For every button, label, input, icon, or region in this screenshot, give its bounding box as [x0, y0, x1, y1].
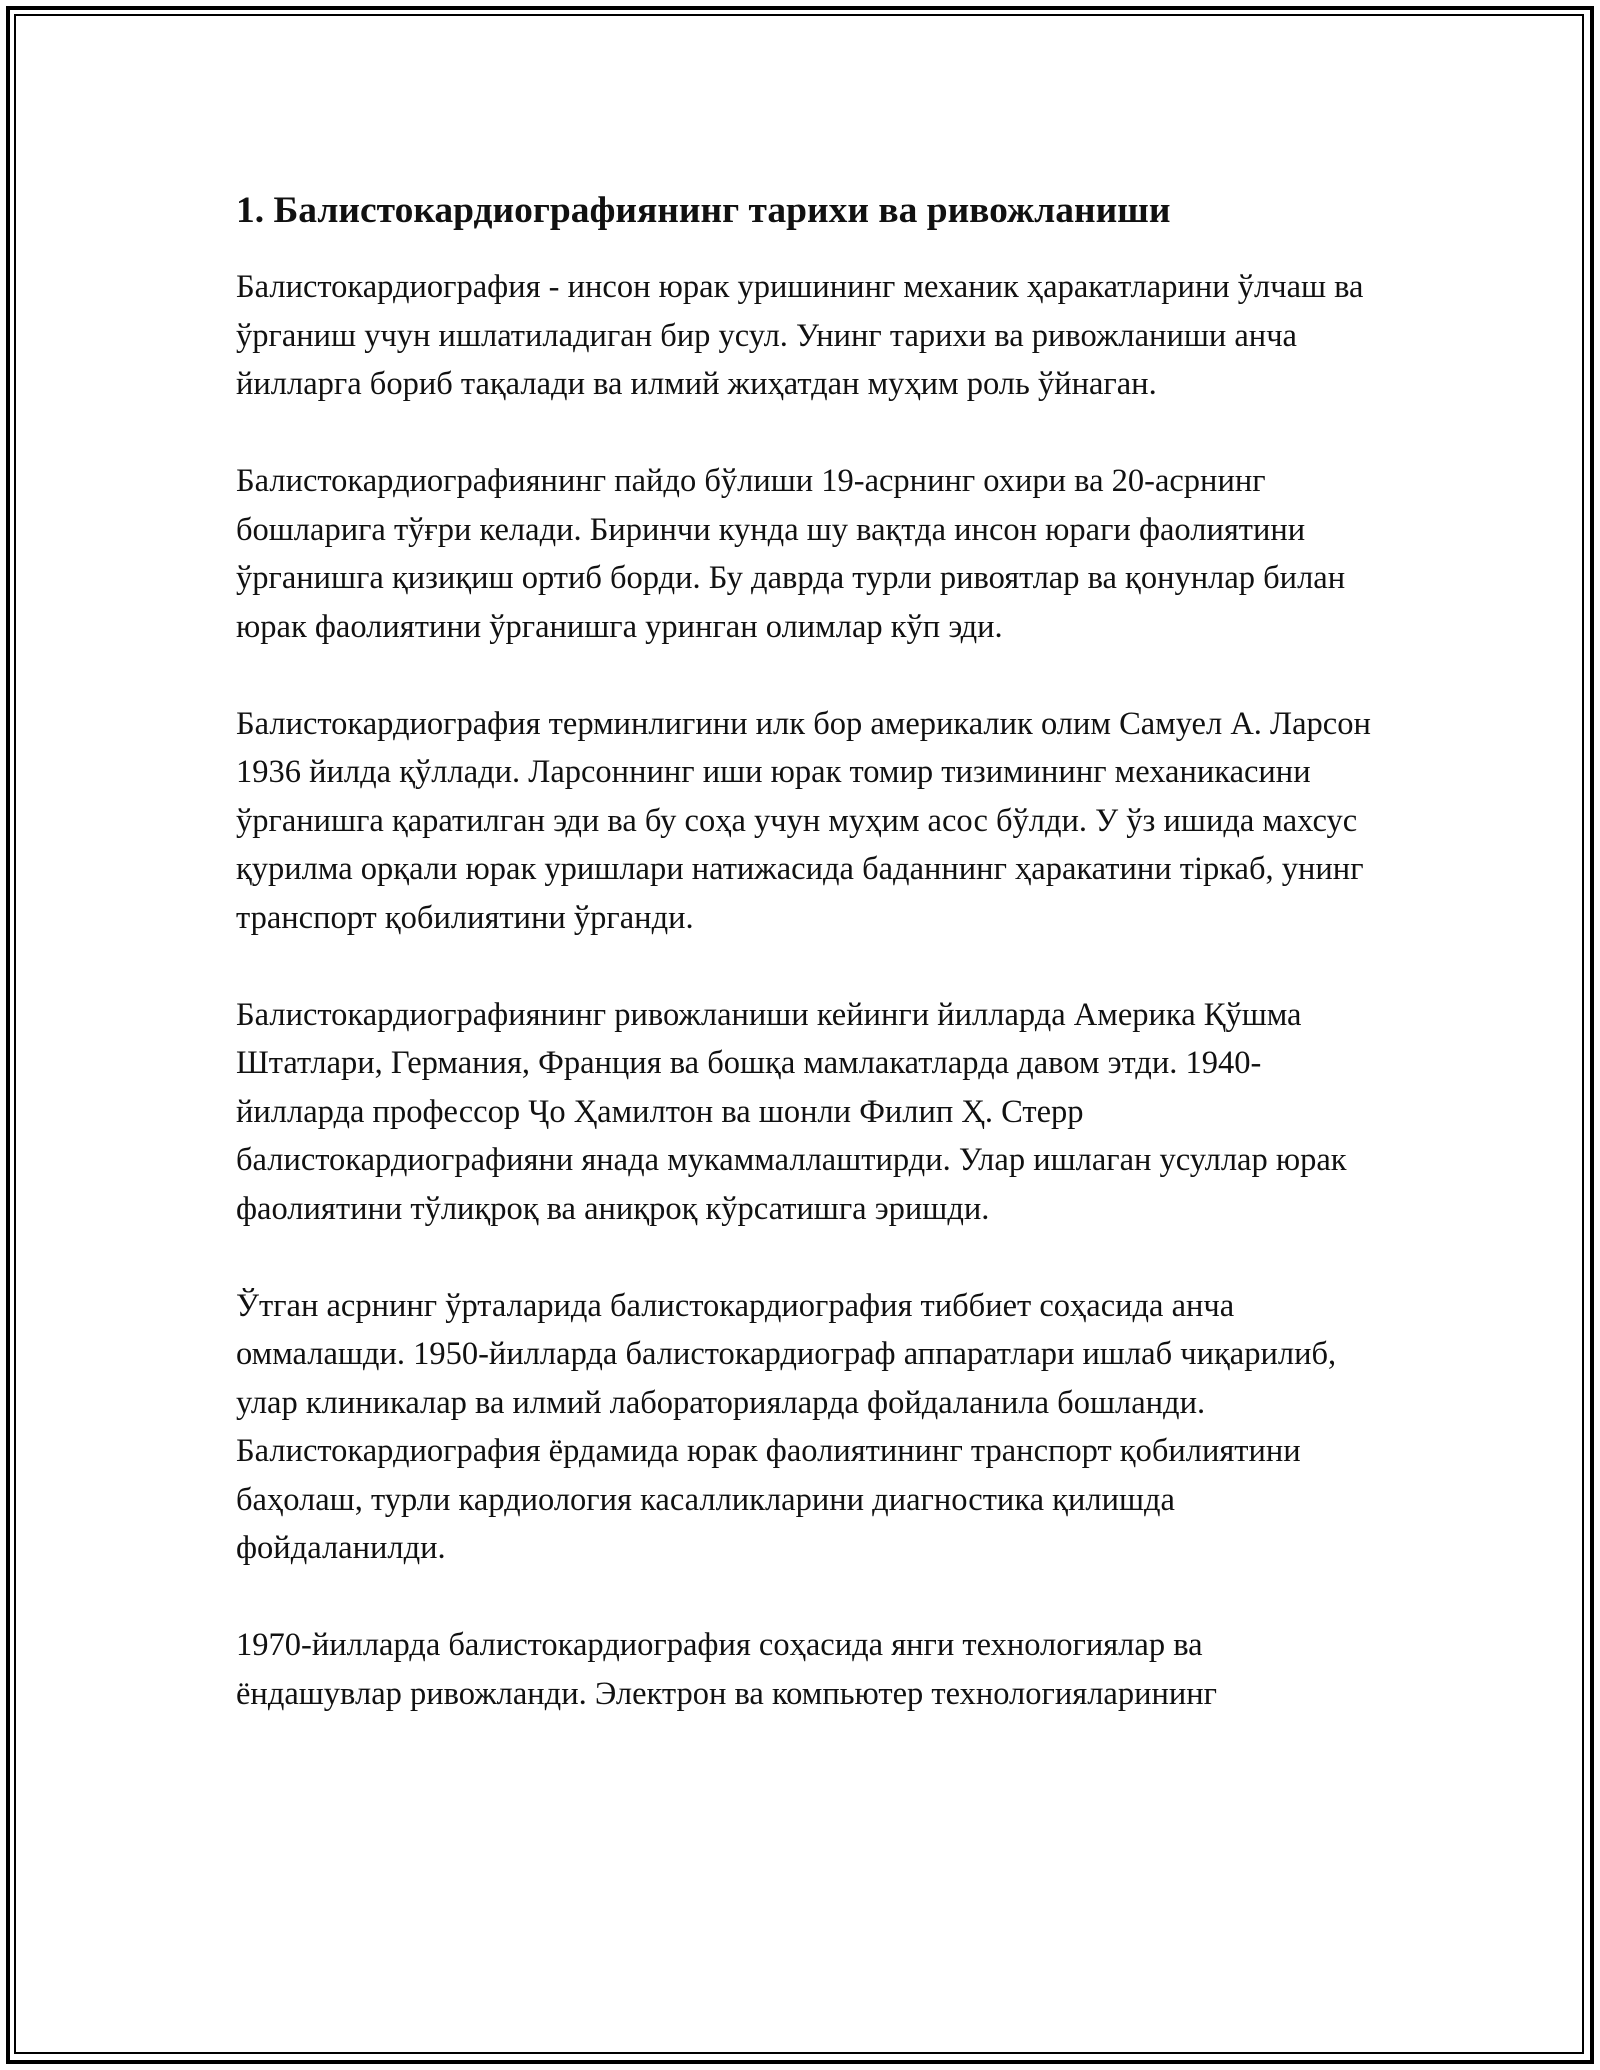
- paragraph: Ўтган асрнинг ўрталарида балистокардиография тиббиет соҳасида анча оммалашди. 1950-йилларда балистокардиограф аппаратлари ишлаб чиқарилиб, улар клиникалар ва илмий лабораторияларда фойдаланила бошланди. Балистокардиография ёрдамида юрак фаолиятининг транспорт қобилиятини баҳолаш, турли кардиология касалликларини диагностика қилишда фойдаланилди.: [236, 1287, 1337, 1566]
- paragraph: Балистокардиография терминлигини илк бор америкалик олим Самуел А. Ларсон 1936 йилда қўллади. Ларсоннинг иши юрак томир тизимининг механикасини ўрганишга қаратилган эди ва бу соҳа учун муҳим асос бўлди. У ўз ишида махсус қурилма орқали юрак уришлари натижасида баданнинг ҳаракатини тіркаб, унинг транспорт қобилиятини ўрганди.: [236, 705, 1371, 936]
- document-body: [236, 186, 1376, 1767]
- paragraph: Балистокардиография - инсон юрак уришининг механик ҳаракатларини ўлчаш ва ўрганиш учун ишлатиладиган бир усул. Унинг тарихи ва ривожланиши анча йилларга бориб тақалади ва илмий жиҳатдан муҳим роль ўйнаган.: [236, 269, 1364, 402]
- section-heading: 1. Балистокардиографиянинг тарихи ва ривожланиши: [236, 190, 1171, 231]
- paragraph: Балистокардиографиянинг ривожланиши кейинги йилларда Америка Қўшма Штатлари, Германия, Франция ва бошқа мамлакатларда давом этди. 1940-йилларда профессор Ҷо Ҳамилтон ва шонли Филип Ҳ. Стерр балистокардиографияни янада мукаммаллаштирди. Улар ишлаган усуллар юрак фаолиятини тўлиқроқ ва аниқроқ кўрсатишга эришди.: [236, 996, 1347, 1227]
- paragraph: Балистокардиографиянинг пайдо бўлиши 19-асрнинг охири ва 20-асрнинг бошларига тўғри келади. Биринчи кунда шу вақтда инсон юраги фаолиятини ўрганишга қизиқиш ортиб борди. Бу даврда турли ривоятлар ва қонунлар билан юрак фаолиятини ўрганишга уринган олимлар кўп эди.: [236, 463, 1346, 645]
- paragraph: 1970-йилларда балистокардиография соҳасида янги технологиялар ва ёндашувлар ривожланди. Электрон ва компьютер технологияларининг: [236, 1627, 1217, 1712]
